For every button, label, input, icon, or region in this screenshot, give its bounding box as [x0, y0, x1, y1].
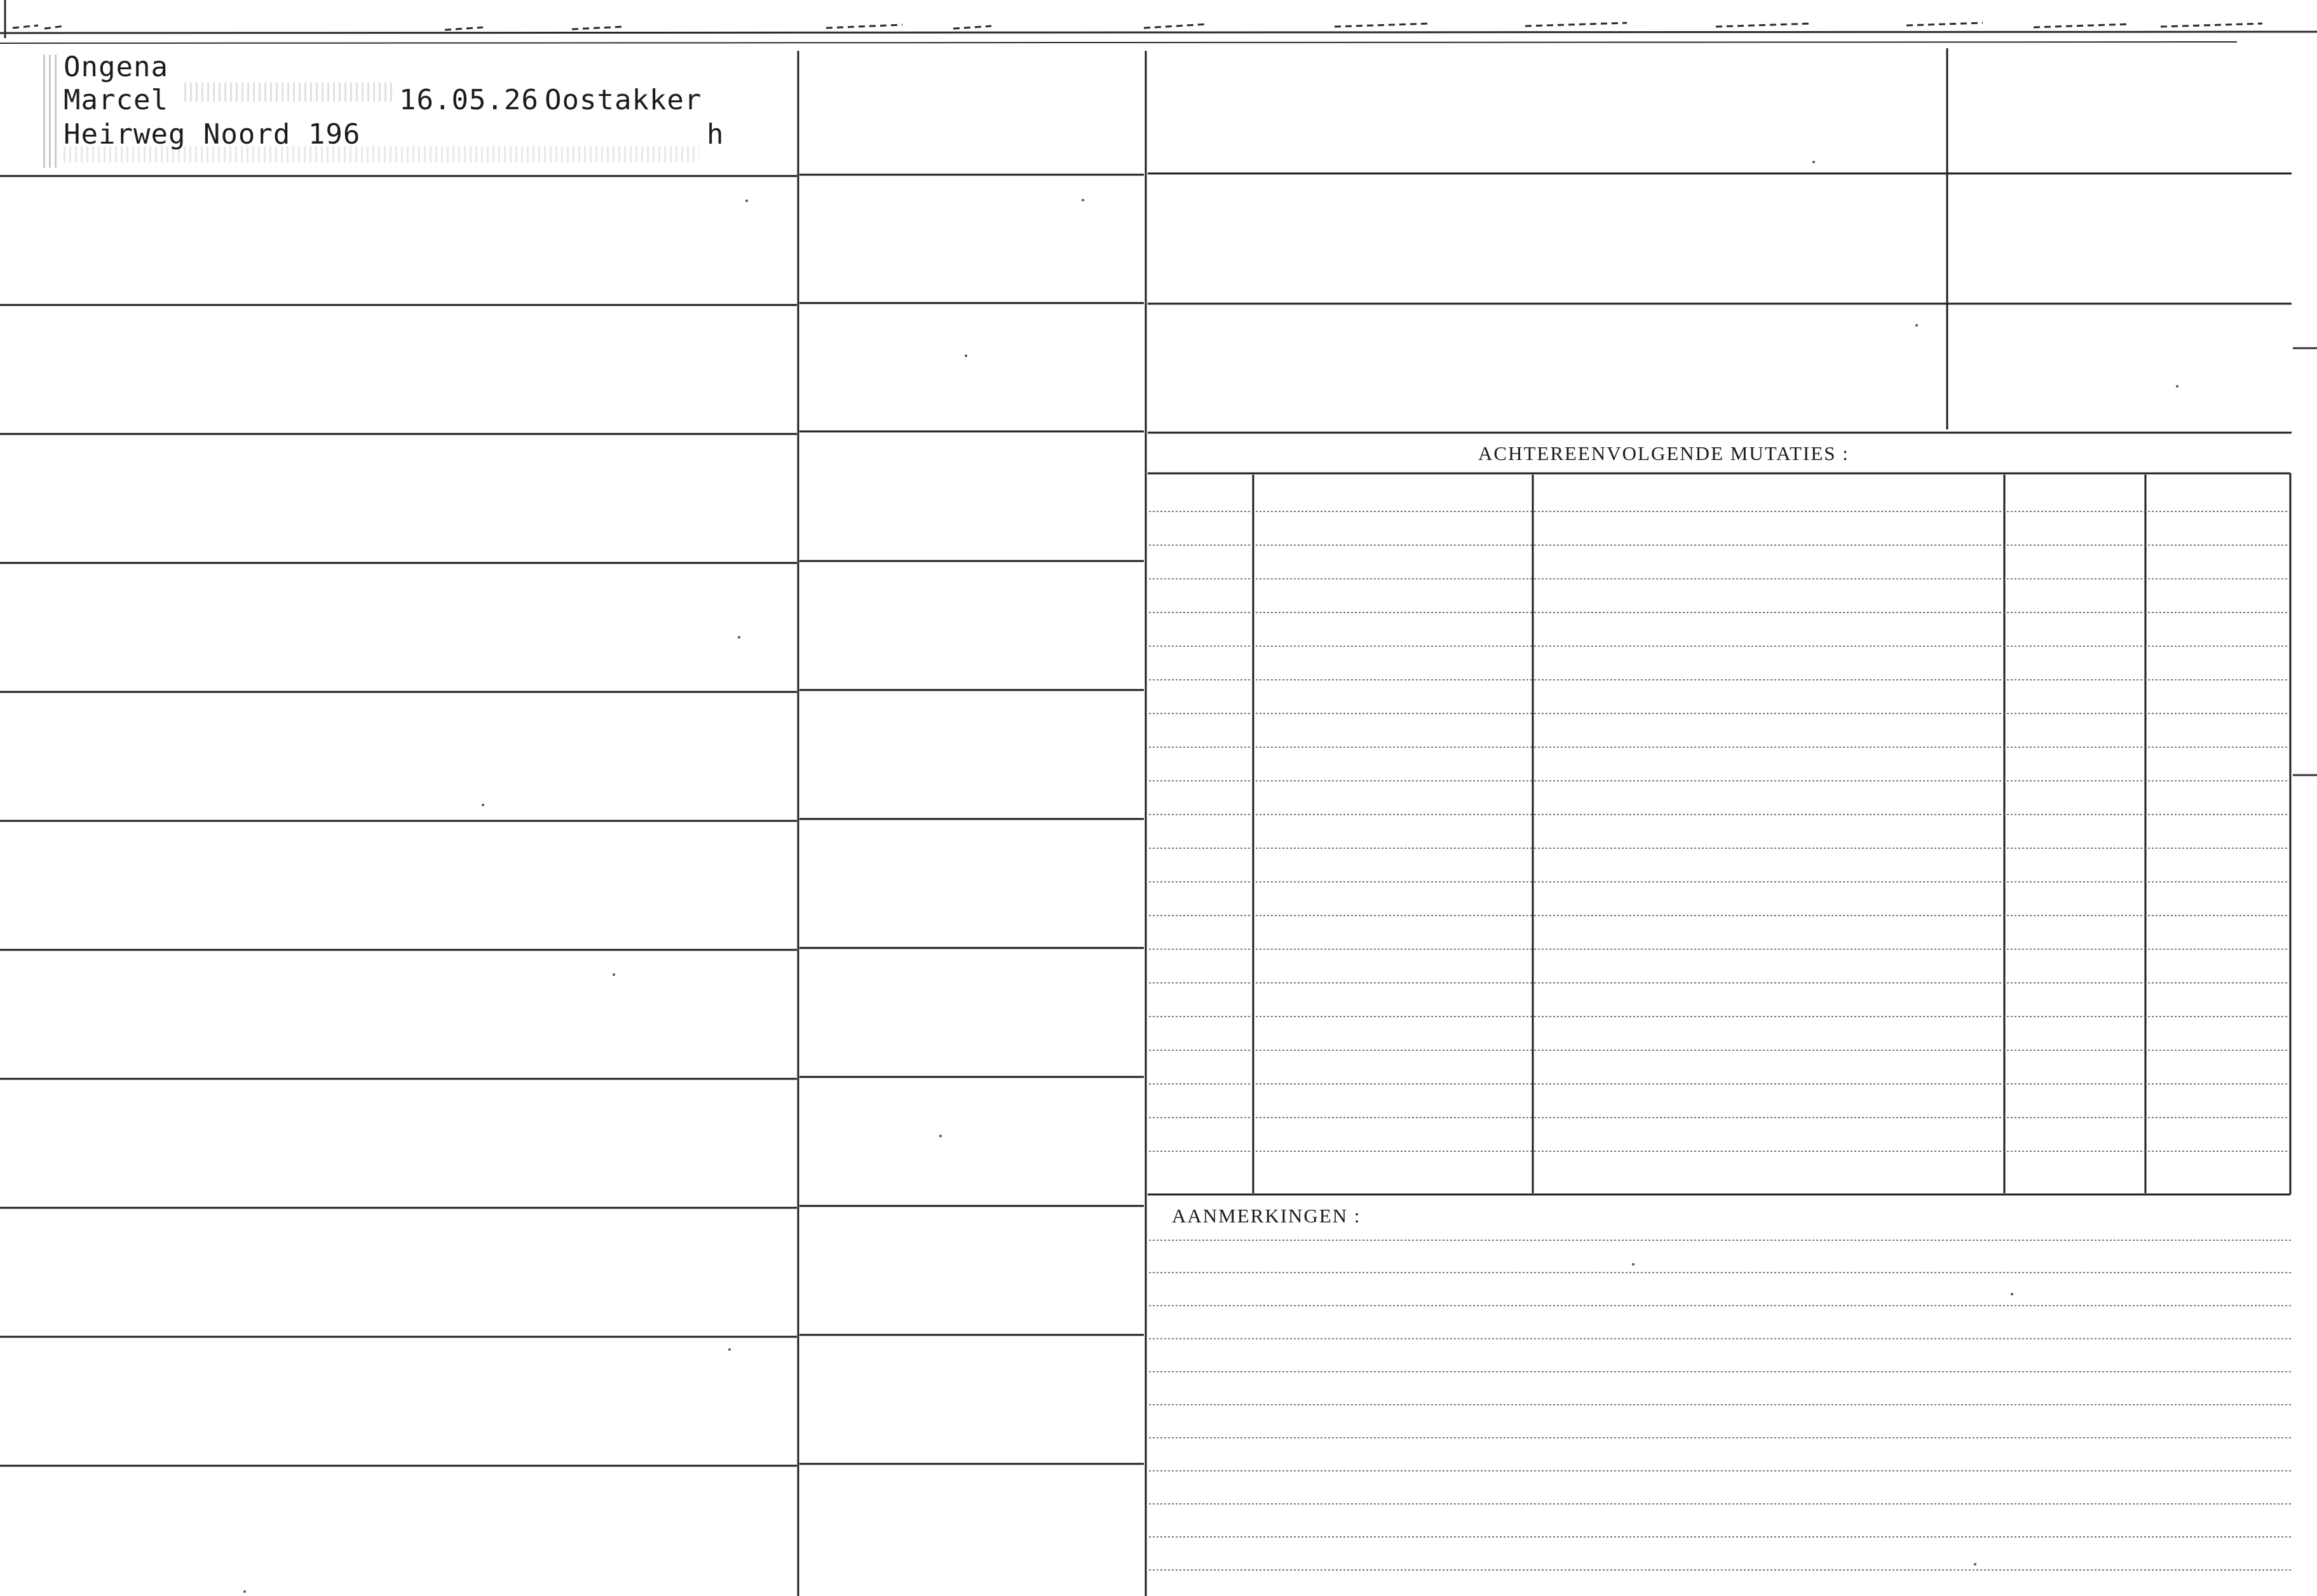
- marker-field: h: [707, 118, 724, 151]
- top-edge-perforation: [0, 0, 2317, 43]
- ink-smudge: [43, 55, 57, 168]
- mutations-table-ruling: [1149, 511, 2288, 1151]
- address-field: Heirweg Noord 196: [64, 118, 361, 151]
- mutations-table-frame: [1148, 473, 2290, 1194]
- edge-tick-marks: [2293, 348, 2317, 775]
- remarks-heading: AANMERKINGEN :: [1172, 1205, 1361, 1227]
- first-name-field: Marcel: [64, 84, 168, 116]
- remarks-ruling: [1149, 1240, 2292, 1570]
- ink-smudge: [184, 83, 394, 102]
- birth-date-field: 16.05.26: [399, 84, 539, 116]
- mutations-heading: ACHTEREENVOLGENDE MUTATIES :: [1478, 442, 1849, 464]
- left-section-rows: [0, 176, 797, 1466]
- surname-field: Ongena: [64, 51, 168, 83]
- right-upper-rows: [1148, 173, 2292, 433]
- main-column-dividers: [798, 48, 1947, 1596]
- middle-section-rows: [799, 175, 1144, 1464]
- scan-specks: [243, 161, 2178, 1593]
- birth-place-field: Oostakker: [545, 84, 702, 116]
